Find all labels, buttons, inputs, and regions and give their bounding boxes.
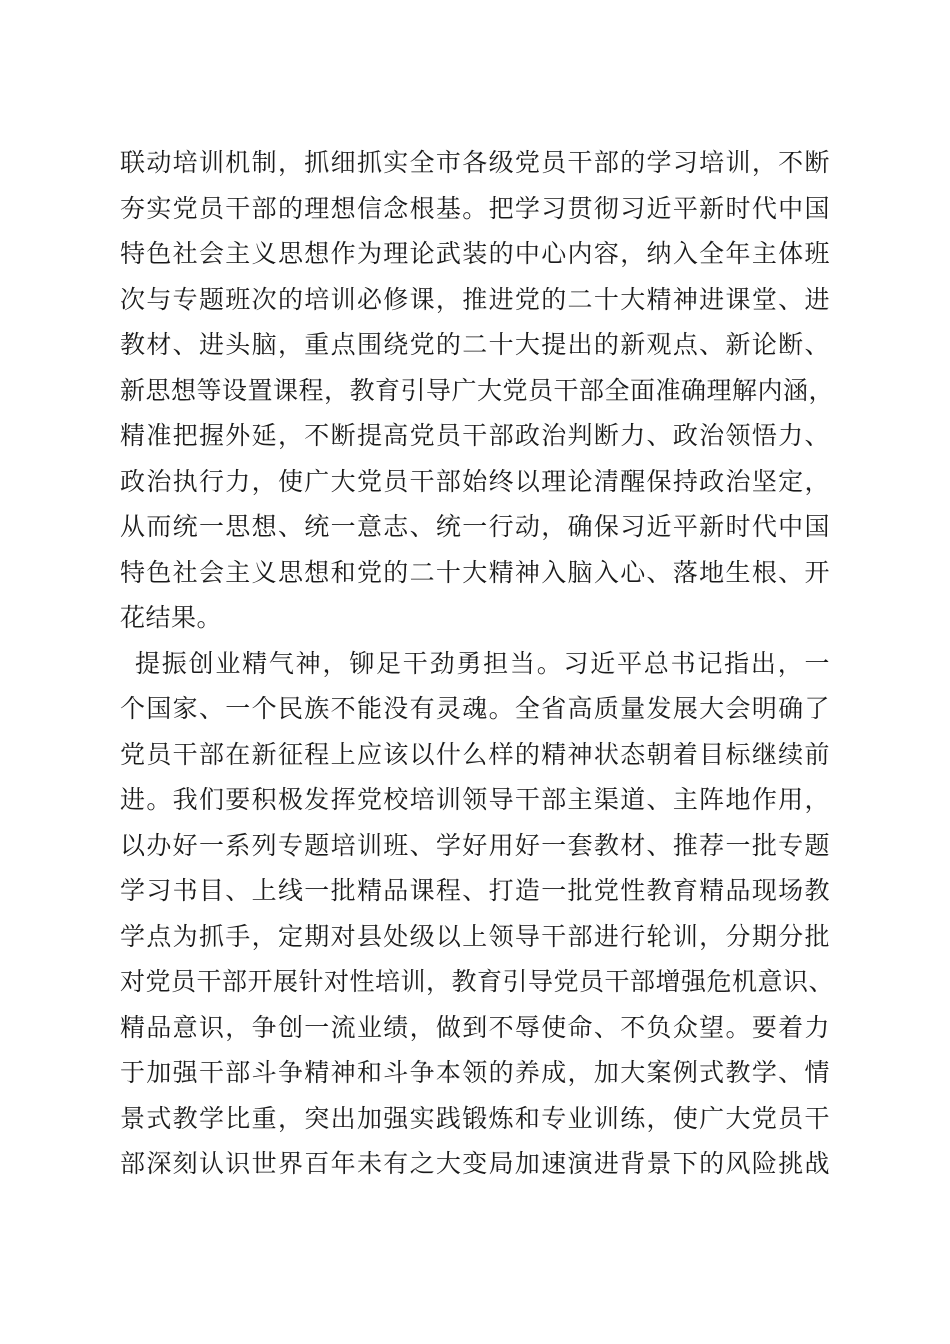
paragraph-2-line: 于加强干部斗争精神和斗争本领的养成，加大案例式教学、情 xyxy=(120,1058,830,1087)
paragraph-1-line: 夯实党员干部的理想信念根基。把学习贯彻习近平新时代中国 xyxy=(120,193,830,223)
paragraph-2-line: 精品意识，争创一流业绩，做到不辱使命、不负众望。要着力 xyxy=(120,1012,830,1042)
paragraph-1-line: 政治执行力，使广大党员干部始终以理论清醒保持政治坚定， xyxy=(120,466,830,496)
paragraph-1-line: 特色社会主义思想作为理论武装的中心内容，纳入全年主体班 xyxy=(120,239,830,268)
paragraph-1-line: 次与专题班次的培训必修课，推进党的二十大精神进课堂、进 xyxy=(120,284,830,314)
paragraph-2-line: 学习书目、上线一批精品课程、打造一批党性教育精品现场教 xyxy=(120,876,830,905)
paragraph-1-line: 教材、进头脑，重点围绕党的二十大提出的新观点、新论断、 xyxy=(120,330,830,359)
body-text xyxy=(120,140,835,1187)
paragraph-2-line: 学点为抓手，定期对县处级以上领导干部进行轮训，分期分批 xyxy=(120,921,830,951)
paragraph-1-line: 新思想等设置课程，教育引导广大党员干部全面准确理解内涵， xyxy=(120,375,835,405)
paragraph-2-line: 进。我们要积极发挥党校培训领导干部主渠道、主阵地作用， xyxy=(120,785,830,814)
paragraph-2-line: 部深刻认识世界百年未有之大变局加速演进背景下的风险挑战 xyxy=(120,1149,830,1178)
paragraph-2-line: 个国家、一个民族不能没有灵魂。全省高质量发展大会明确了 xyxy=(120,694,830,723)
paragraph-1-line: 特色社会主义思想和党的二十大精神入脑入心、落地生根、开 xyxy=(120,557,830,587)
paragraph-2-line: 提振创业精气神，铆足干劲勇担当。习近平总书记指出，一 xyxy=(135,648,830,678)
paragraph-2-line: 以办好一系列专题培训班、学好用好一套教材、推荐一批专题 xyxy=(120,830,830,860)
paragraph-1-line: 精准把握外延，不断提高党员干部政治判断力、政治领悟力、 xyxy=(120,421,830,450)
paragraph-2-line: 景式教学比重，突出加强实践锻炼和专业训练，使广大党员干 xyxy=(120,1103,830,1133)
paragraph-1-line: 联动培训机制，抓细抓实全市各级党员干部的学习培训，不断 xyxy=(120,148,830,177)
paragraph-2-line: 党员干部在新征程上应该以什么样的精神状态朝着目标继续前 xyxy=(120,739,830,769)
paragraph-1-line: 从而统一思想、统一意志、统一行动，确保习近平新时代中国 xyxy=(120,512,830,541)
paragraph-2-line: 对党员干部开展针对性培训，教育引导党员干部增强危机意识、 xyxy=(120,967,835,996)
paragraph-1-line: 花结果。 xyxy=(120,603,223,632)
